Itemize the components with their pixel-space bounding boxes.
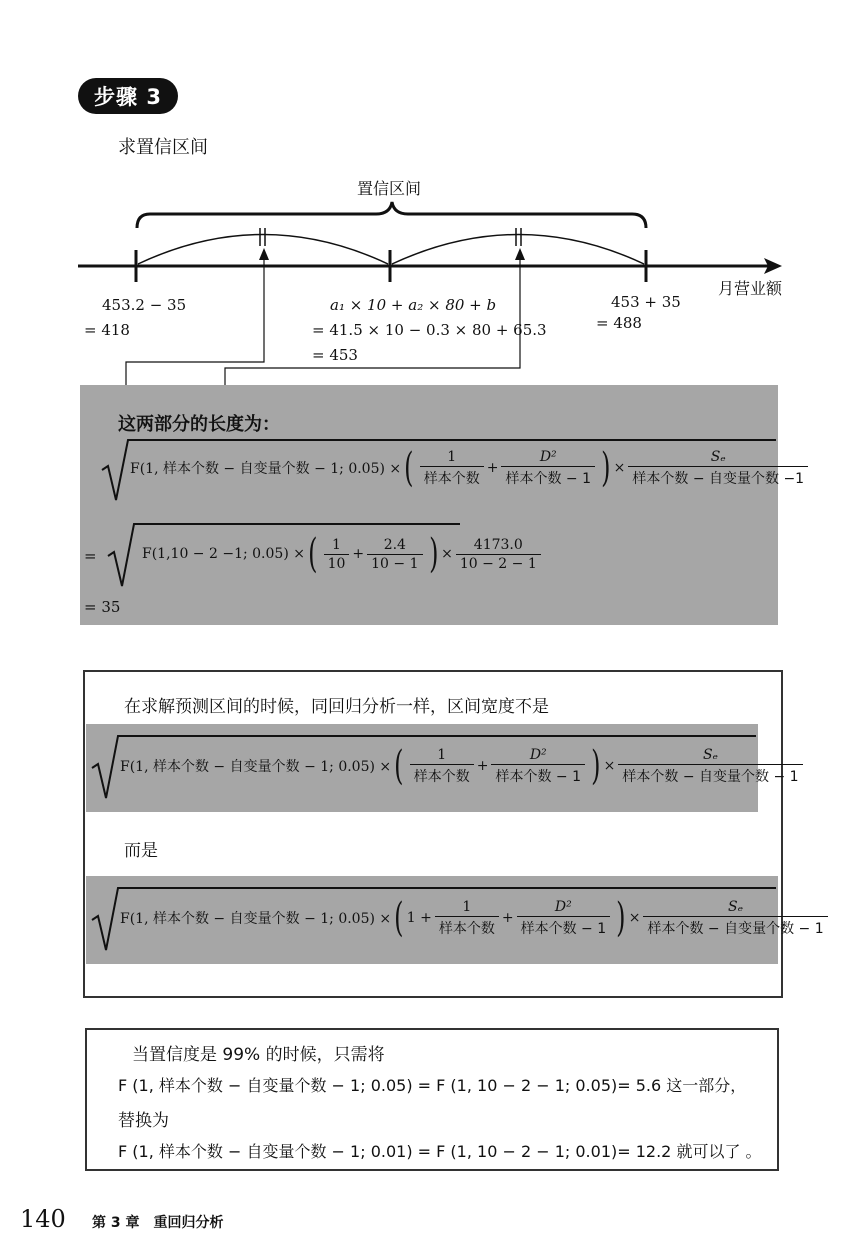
note-line-3: 替换为 xyxy=(118,1111,169,1131)
fraction xyxy=(324,537,350,572)
confidence-interval-diagram xyxy=(0,0,850,400)
axis-label: 月营业额 xyxy=(718,279,783,298)
numerator: D² xyxy=(554,898,572,915)
times-sign: × xyxy=(603,758,616,774)
numerator: 1 xyxy=(332,536,341,553)
step-badge: 步骤 3 xyxy=(78,78,178,114)
fraction xyxy=(420,449,484,488)
fraction xyxy=(501,449,595,488)
right-result: = 488 xyxy=(596,314,642,332)
paren-close-icon: ) xyxy=(591,743,601,789)
paren-open-icon: ( xyxy=(308,531,318,577)
center-calc: = 41.5 × 10 − 0.3 × 80 + 65.3 xyxy=(312,321,547,339)
numerator: Sₑ xyxy=(728,898,744,915)
fraction xyxy=(491,747,585,786)
but-text: 而是 xyxy=(124,841,158,861)
denominator: 样本个数 xyxy=(410,764,474,786)
fraction xyxy=(456,537,541,572)
equals-sign: = xyxy=(84,547,97,565)
one-plus: 1 + xyxy=(406,910,432,926)
note-line-4: F (1, 样本个数 − 自变量个数 − 1; 0.01) = F (1, 10 − 2 − 1; 0.01)= 12.2 就可以了 。 xyxy=(118,1142,762,1161)
f-term: F(1, 样本个数 − 自变量个数 − 1; 0.05) × xyxy=(120,759,392,775)
numerator: D² xyxy=(529,746,547,763)
denominator: 样本个数 xyxy=(435,916,499,938)
paren-open-icon: ( xyxy=(394,743,404,789)
note-line-1: 当置信度是 99% 的时候，只需将 xyxy=(132,1045,385,1065)
interval-label: 置信区间 xyxy=(357,179,422,198)
denominator: 10 − 1 xyxy=(367,554,422,572)
f-term: F(1, 样本个数 − 自变量个数 − 1; 0.05) × xyxy=(130,461,402,477)
note-line-2: F (1, 样本个数 − 自变量个数 − 1; 0.05) = F (1, 10 − 2 − 1; 0.05)= 5.6 这一部分， xyxy=(118,1076,747,1095)
formula-a xyxy=(120,743,806,789)
denominator: 样本个数 − 自变量个数 − 1 xyxy=(618,764,802,786)
f-term: F(1, 样本个数 − 自变量个数 − 1; 0.05) × xyxy=(120,911,392,927)
interval-brace xyxy=(137,202,646,228)
denominator: 样本个数 − 1 xyxy=(491,764,585,786)
length-result: = 35 xyxy=(84,598,121,616)
times-sign: × xyxy=(613,460,626,476)
pointer-left-head xyxy=(259,248,269,260)
prediction-intro: 在求解预测区间的时候，同回归分析一样，区间宽度不是 xyxy=(124,697,549,717)
length-heading: 这两部分的长度为： xyxy=(118,414,280,435)
numerator: 1 xyxy=(437,746,447,763)
paren-close-icon: ) xyxy=(428,531,438,577)
left-result: = 418 xyxy=(84,321,130,339)
times-sign: × xyxy=(628,910,641,926)
page-number: 140 xyxy=(20,1205,66,1233)
numerator: D² xyxy=(539,448,557,465)
plus-sign: + xyxy=(476,758,489,774)
denominator: 10 − 2 − 1 xyxy=(456,554,541,572)
numerator: Sₑ xyxy=(710,448,726,465)
numerator: 1 xyxy=(462,898,472,915)
pointer-right-head xyxy=(515,248,525,260)
fraction xyxy=(435,899,499,938)
pointer-left xyxy=(126,254,264,398)
paren-open-icon: ( xyxy=(404,445,414,491)
numerator: 4173.0 xyxy=(473,536,523,553)
denominator: 样本个数 − 自变量个数 −1 xyxy=(628,466,808,488)
numerator: 1 xyxy=(447,448,457,465)
formula-numeric xyxy=(142,531,544,577)
fraction xyxy=(618,747,802,786)
denominator: 样本个数 xyxy=(420,466,484,488)
denominator: 样本个数 − 1 xyxy=(501,466,595,488)
chapter-title: 第 3 章 重回归分析 xyxy=(92,1215,224,1231)
denominator: 样本个数 − 1 xyxy=(517,916,611,938)
paren-open-icon: ( xyxy=(394,895,404,941)
fraction xyxy=(517,899,611,938)
fraction xyxy=(410,747,474,786)
center-result: = 453 xyxy=(312,346,358,364)
left-expr: 453.2 − 35 xyxy=(102,296,187,314)
plus-sign: + xyxy=(352,546,365,562)
numerator: Sₑ xyxy=(702,746,718,763)
center-expr: a₁ × 10 + a₂ × 80 + b xyxy=(330,296,497,314)
right-expr: 453 + 35 xyxy=(611,293,681,311)
fraction xyxy=(643,899,827,938)
formula-b xyxy=(120,895,831,941)
section-title: 求置信区间 xyxy=(118,137,208,158)
plus-sign: + xyxy=(486,460,499,476)
numerator: 2.4 xyxy=(383,536,406,553)
fraction xyxy=(628,449,808,488)
f-term: F(1,10 − 2 −1; 0.05) × xyxy=(142,546,305,562)
paren-close-icon: ) xyxy=(601,445,611,491)
fraction xyxy=(367,537,422,572)
times-sign: × xyxy=(441,546,453,562)
paren-close-icon: ) xyxy=(616,895,626,941)
denominator: 10 xyxy=(324,554,350,572)
formula-general xyxy=(130,445,811,491)
plus-sign: + xyxy=(501,910,514,926)
denominator: 样本个数 − 自变量个数 − 1 xyxy=(643,916,827,938)
